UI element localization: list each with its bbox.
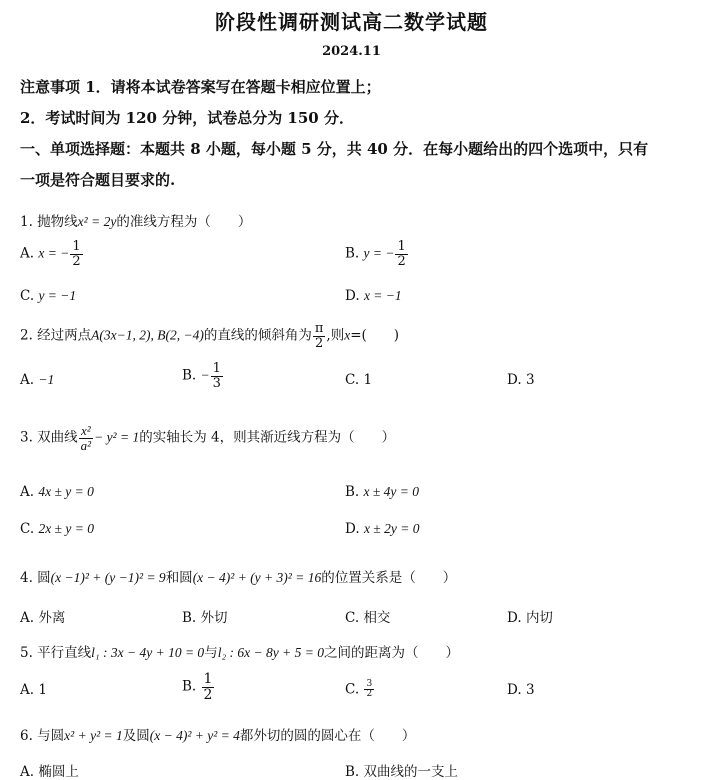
q1-option-c bbox=[20, 288, 76, 304]
option-label: A. bbox=[20, 764, 35, 780]
q2-fraction bbox=[313, 322, 326, 350]
option-text: 外离 bbox=[38, 610, 66, 626]
option-math: − bbox=[200, 367, 210, 383]
option-text: 3 bbox=[525, 682, 535, 698]
option-label: C. bbox=[20, 521, 35, 537]
q3-option-a bbox=[20, 484, 94, 500]
q5-option-b bbox=[182, 672, 215, 702]
option-math: x ± 2y = 0 bbox=[363, 521, 420, 536]
option-fraction bbox=[202, 672, 215, 702]
q5-option-a bbox=[20, 682, 47, 698]
option-label: D. bbox=[507, 610, 522, 626]
option-label: A. bbox=[20, 682, 35, 698]
option-label: C. bbox=[345, 372, 360, 388]
q1-math: x² = 2y bbox=[77, 214, 117, 229]
frac-num: 3 bbox=[366, 679, 373, 689]
option-label: D. bbox=[507, 372, 522, 388]
frac-num: 1 bbox=[212, 361, 221, 376]
question-2-stem bbox=[20, 322, 399, 350]
q3-option-d bbox=[345, 521, 419, 537]
q4-option-d bbox=[507, 606, 553, 626]
q2-option-b bbox=[182, 362, 224, 390]
q4-prefix: 4. 圆 bbox=[20, 570, 51, 586]
page-title: 阶段性调研测试高二数学试题 bbox=[215, 10, 488, 34]
q2-mid: 的直线的倾斜角为 bbox=[203, 327, 312, 344]
q6-suffix: 都外切的圆的圆心在（ ） bbox=[239, 728, 416, 744]
question-6-stem bbox=[20, 724, 415, 744]
q5-suffix: 之间的距离为（ ） bbox=[323, 645, 459, 661]
q3-suffix: 的实轴长为 4，则其渐近线方程为（ ） bbox=[139, 429, 396, 446]
q4-math2: (x − 4)² + (y + 3)² = 16 bbox=[192, 570, 322, 585]
option-label: B. bbox=[345, 764, 360, 780]
q2-math: A(3x−1, 2), B(2, −4) bbox=[91, 327, 204, 343]
q4-suffix: 的位置关系是（ ） bbox=[321, 570, 457, 586]
frac-den: 3 bbox=[212, 375, 221, 391]
option-label: D. bbox=[345, 288, 360, 304]
frac-den: 2 bbox=[314, 335, 324, 351]
note-line-1: 注意事项 1．请将本试卷答案写在答题卡相应位置上； bbox=[20, 78, 381, 96]
option-label: B. bbox=[345, 245, 360, 262]
option-label: A. bbox=[20, 372, 35, 388]
frac-den: 2 bbox=[397, 253, 406, 269]
q6-math: x² + y² = 1 bbox=[64, 728, 123, 743]
q6-option-a bbox=[20, 760, 79, 780]
option-math: y = −1 bbox=[38, 288, 77, 303]
option-text: 内切 bbox=[525, 610, 553, 626]
q2-option-a bbox=[20, 372, 54, 388]
q2-option-d bbox=[507, 372, 535, 388]
option-text: 椭圆上 bbox=[38, 764, 79, 780]
q1-option-d bbox=[345, 288, 402, 304]
option-text: 1 bbox=[38, 682, 47, 698]
option-label: B. bbox=[182, 610, 197, 626]
q1-suffix: 的准线方程为（ ） bbox=[116, 214, 252, 230]
q4-option-c bbox=[345, 606, 390, 626]
section-instruction-line-2: 一项是符合题目要求的. bbox=[20, 171, 176, 189]
q3-option-c bbox=[20, 521, 94, 537]
q2-end: =( ) bbox=[350, 327, 400, 344]
q6-mid: 及圆 bbox=[122, 728, 150, 744]
option-math: x = −1 bbox=[363, 288, 402, 303]
option-math: 2x ± y = 0 bbox=[38, 521, 94, 536]
option-math: x = − bbox=[38, 245, 70, 261]
q4-mid: 和圆 bbox=[165, 570, 193, 586]
q2-suffix: ,则 bbox=[326, 327, 345, 344]
q6-prefix: 6. 与圆 bbox=[20, 728, 65, 744]
note-line-2: 2．考试时间为 120 分钟，试卷总分为 150 分． bbox=[20, 109, 354, 127]
frac-num: 1 bbox=[397, 239, 406, 254]
option-math: 1 bbox=[363, 372, 373, 388]
frac-num: π bbox=[314, 321, 324, 336]
q2-option-c bbox=[345, 372, 372, 388]
option-math: 4x ± y = 0 bbox=[38, 484, 94, 499]
option-math: y = − bbox=[363, 245, 395, 261]
q2-math2: x bbox=[344, 327, 351, 343]
q6-math2: (x − 4)² + y² = 4 bbox=[149, 728, 240, 743]
option-label: B. bbox=[182, 678, 197, 695]
option-label: B. bbox=[182, 367, 197, 384]
option-math: 3 bbox=[525, 372, 535, 388]
q2-prefix: 2. 经过两点 bbox=[20, 327, 92, 344]
option-label: D. bbox=[507, 682, 522, 698]
option-fraction bbox=[395, 240, 407, 268]
option-fraction bbox=[364, 680, 374, 700]
frac-num: x² bbox=[81, 423, 91, 438]
q3-option-b bbox=[345, 484, 419, 500]
q3-math: − y² = 1 bbox=[94, 429, 140, 445]
q4-option-a bbox=[20, 606, 65, 626]
option-fraction bbox=[211, 362, 223, 390]
question-5-stem bbox=[20, 641, 459, 661]
question-3-stem bbox=[20, 424, 395, 452]
option-label: A. bbox=[20, 484, 35, 500]
q6-option-b bbox=[345, 760, 458, 780]
question-4-stem bbox=[20, 566, 456, 586]
option-text: 相交 bbox=[363, 610, 391, 626]
option-label: A. bbox=[20, 245, 35, 262]
q5-math: l₁ : 3x − 4y + 10 = 0 bbox=[91, 645, 205, 660]
option-label: C. bbox=[20, 288, 35, 304]
option-math: −1 bbox=[38, 372, 55, 387]
option-label: A. bbox=[20, 610, 35, 626]
q5-option-c bbox=[345, 680, 375, 700]
q3-prefix: 3. 双曲线 bbox=[20, 429, 78, 446]
q1-option-a bbox=[20, 240, 84, 268]
frac-den: a² bbox=[80, 437, 92, 453]
option-label: D. bbox=[345, 521, 360, 537]
frac-den: 2 bbox=[366, 689, 373, 700]
q5-option-d bbox=[507, 682, 535, 698]
option-label: C. bbox=[345, 610, 360, 626]
question-1-stem bbox=[20, 210, 251, 230]
option-label: B. bbox=[345, 484, 360, 500]
frac-num: 1 bbox=[72, 239, 81, 254]
frac-den: 2 bbox=[72, 253, 81, 269]
frac-num: 1 bbox=[203, 671, 213, 687]
q1-prefix: 1. 抛物线 bbox=[20, 214, 78, 230]
exam-date: 2024.11 bbox=[322, 44, 381, 59]
option-math: x ± 4y = 0 bbox=[363, 484, 420, 499]
frac-den: 2 bbox=[203, 686, 213, 703]
q4-math: (x −1)² + (y −1)² = 9 bbox=[50, 570, 166, 585]
q1-option-b bbox=[345, 240, 409, 268]
q5-math2: l₂ : 6x − 8y + 5 = 0 bbox=[217, 645, 324, 660]
section-instruction-line-1: 一、单项选择题：本题共 8 小题，每小题 5 分，共 40 分．在每小题给出的四个选项中，只有 bbox=[20, 140, 649, 158]
q4-option-b bbox=[182, 606, 228, 626]
option-label: C. bbox=[345, 681, 360, 698]
q5-prefix: 5. 平行直线 bbox=[20, 645, 92, 661]
option-text: 双曲线的一支上 bbox=[363, 764, 459, 780]
q3-fraction bbox=[79, 424, 93, 452]
q5-mid: 与 bbox=[204, 645, 218, 661]
option-fraction bbox=[70, 240, 82, 268]
option-text: 外切 bbox=[200, 610, 228, 626]
